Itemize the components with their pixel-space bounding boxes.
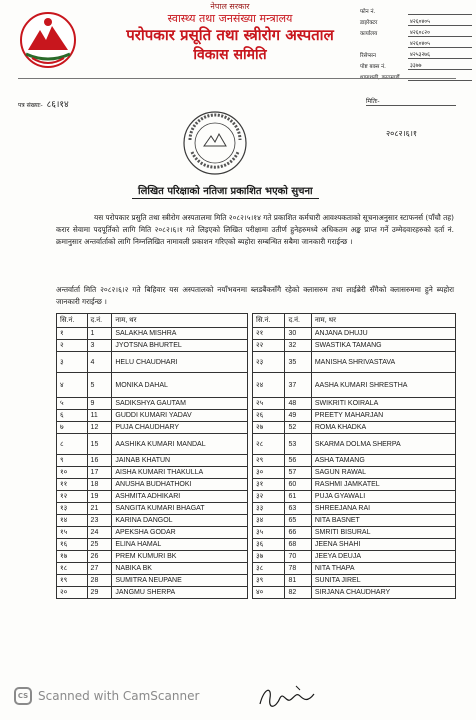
serial-cell: २१	[253, 328, 285, 340]
col-reg: द.नं.	[87, 314, 112, 328]
reg-cell: 37	[285, 373, 311, 398]
contact-row: कार्यालय ४२६०८२०	[360, 26, 472, 37]
table-row	[253, 373, 456, 398]
table-row	[253, 467, 456, 479]
serial-cell: २९	[253, 455, 285, 467]
office-seal-stamp	[182, 110, 248, 176]
table-header-row	[253, 314, 456, 328]
contact-row: ४२६०४०५	[360, 37, 472, 48]
col-serial: सि.नं.	[253, 314, 285, 328]
camscanner-icon: CS	[14, 687, 32, 705]
name-cell: AISHA KUMARI THAKULLA	[112, 467, 248, 479]
table-row	[253, 575, 456, 587]
table-row	[253, 551, 456, 563]
name-cell: SMRITI BISURAL	[311, 527, 455, 539]
col-reg: द.नं.	[285, 314, 311, 328]
serial-cell: ३६	[253, 539, 285, 551]
nepal-emblem-icon	[18, 10, 78, 70]
letter-date: २०८२।६।१	[386, 129, 418, 138]
letterhead	[80, 2, 380, 64]
table-row	[57, 539, 248, 551]
name-cell: ANJANA DHUJU	[311, 328, 455, 340]
name-cell: SUMITRA NEUPANE	[112, 575, 248, 587]
serial-cell: ३	[57, 352, 88, 373]
table-row	[57, 587, 248, 599]
serial-cell: ७	[57, 422, 88, 434]
reg-cell: 56	[285, 455, 311, 467]
reg-cell: 66	[285, 527, 311, 539]
reg-cell: 19	[87, 491, 112, 503]
date-label: मितिः-	[366, 97, 456, 106]
serial-cell: १२	[57, 491, 88, 503]
col-name: नाम, थर	[311, 314, 455, 328]
serial-cell: ९	[57, 455, 88, 467]
serial-cell: ३८	[253, 563, 285, 575]
table-row	[253, 479, 456, 491]
serial-cell: १४	[57, 515, 88, 527]
name-cell: ASHMITA ADHIKARI	[112, 491, 248, 503]
name-cell: JEENA SHAHI	[311, 539, 455, 551]
serial-cell: २	[57, 340, 88, 352]
serial-cell: १९	[57, 575, 88, 587]
name-cell: SWIKRITI KOIRALA	[311, 398, 455, 410]
reg-cell: 16	[87, 455, 112, 467]
reg-cell: 53	[285, 434, 311, 455]
table-row	[253, 527, 456, 539]
reg-cell: 21	[87, 503, 112, 515]
table-row	[253, 352, 456, 373]
name-cell: SWASTIKA TAMANG	[311, 340, 455, 352]
name-cell: SAGUN RAWAL	[311, 467, 455, 479]
serial-cell: ४	[57, 373, 88, 398]
contact-row: पोष्ट बक्स नं. ३३७७	[360, 59, 472, 70]
serial-cell: ६	[57, 410, 88, 422]
table-row	[57, 340, 248, 352]
reg-cell: 61	[285, 491, 311, 503]
name-cell: HELU CHAUDHARI	[112, 352, 248, 373]
table-header-row	[57, 314, 248, 328]
serial-cell: २०	[57, 587, 88, 599]
table-row	[57, 515, 248, 527]
table-row	[253, 455, 456, 467]
table-row	[57, 551, 248, 563]
serial-cell: १	[57, 328, 88, 340]
name-cell: AASHA KUMARI SHRESTHA	[311, 373, 455, 398]
table-row	[253, 434, 456, 455]
candidates-table-left	[56, 313, 248, 599]
serial-cell: २७	[253, 422, 285, 434]
name-cell: ROMA KHADKA	[311, 422, 455, 434]
notice-title: लिखित परिक्षाको नतिजा प्रकाशित भएको सुचना	[132, 183, 319, 199]
name-cell: JANGMU SHERPA	[112, 587, 248, 599]
reg-cell: 30	[285, 328, 311, 340]
table-row	[57, 434, 248, 455]
name-cell: SALAKHA MISHRA	[112, 328, 248, 340]
serial-cell: ३०	[253, 467, 285, 479]
reg-cell: 24	[87, 527, 112, 539]
header-divider	[18, 78, 456, 79]
contact-row: डाइरेक्टर ४२६०४०५	[360, 15, 472, 26]
reg-cell: 81	[285, 575, 311, 587]
name-cell: MONIKA DAHAL	[112, 373, 248, 398]
serial-cell: ८	[57, 434, 88, 455]
table-row	[253, 340, 456, 352]
reg-cell: 82	[285, 587, 311, 599]
reg-cell: 26	[87, 551, 112, 563]
serial-cell: ३५	[253, 527, 285, 539]
name-cell: ANUSHA BUDHATHOKI	[112, 479, 248, 491]
name-cell: MANISHA SHRIVASTAVA	[311, 352, 455, 373]
reg-cell: 65	[285, 515, 311, 527]
name-cell: GUDDI KUMARI YADAV	[112, 410, 248, 422]
serial-cell: ३४	[253, 515, 285, 527]
serial-cell: ३७	[253, 551, 285, 563]
reg-cell: 29	[87, 587, 112, 599]
name-cell: PUJA GYAWALI	[311, 491, 455, 503]
reg-cell: 60	[285, 479, 311, 491]
table-row	[57, 527, 248, 539]
name-cell: NABIKA BK	[112, 563, 248, 575]
committee-name: विकास समिति	[193, 47, 267, 63]
serial-cell: १०	[57, 467, 88, 479]
contact-row: रिसेप्सन ४२५३२७६	[360, 48, 472, 59]
govt-line: नेपाल सरकार	[210, 2, 250, 11]
serial-cell: १७	[57, 551, 88, 563]
serial-cell: ३२	[253, 491, 285, 503]
candidates-table-right	[252, 313, 456, 599]
name-cell: NITA BASNET	[311, 515, 455, 527]
hospital-name: परोपकार प्रसूति तथा स्त्रीरोग अस्पताल	[126, 26, 334, 44]
reg-cell: 35	[285, 352, 311, 373]
name-cell: SIRJANA CHAUDHARY	[311, 587, 455, 599]
reference-number: पत्र संख्याः- ८६।१४	[18, 100, 69, 110]
serial-cell: १६	[57, 539, 88, 551]
reg-cell: 68	[285, 539, 311, 551]
notice-paragraph-1: यस परोपकार प्रसुति तथा स्त्रीरोग अस्पतालमा मिति २०८२।५।१४ गते प्रकाशित कर्मचारी आवश्यकताको सूचनाअनुसार स्टाफनर्स (पाँचौ तह) करार सेवामा पदपूर्तिको लागि मिति २०८२।६।१ गते लिइएको लिखित परीक्षामा उतीर्ण हुनेहरुमध्ये अधिकतम अङ्क प्राप्त गर्ने उम्मेदवारहरुको दर्ता नं. क्रमानुसार अन्तर्वार्ताको लागि निम्नलिखित नामावली प्रकाशन गरिएको ब्यहोरा सम्बन्धित सबैमा जानकारी गराईन्छ ।	[56, 213, 454, 247]
reg-cell: 49	[285, 410, 311, 422]
col-serial: सि.नं.	[57, 314, 88, 328]
table-row	[253, 491, 456, 503]
serial-cell: ३१	[253, 479, 285, 491]
name-cell: JEEYA DEUJA	[311, 551, 455, 563]
col-name: नाम, थर	[112, 314, 248, 328]
name-cell: AASHIKA KUMARI MANDAL	[112, 434, 248, 455]
serial-cell: ११	[57, 479, 88, 491]
table-row	[57, 575, 248, 587]
reg-cell: 70	[285, 551, 311, 563]
notice-paragraph-2: अन्तर्वार्ता मिति २०८२।६।२ गते बिहिवार यस अस्पतालको नयाँभवनमा ब्लडबैंकसँगै रहेको क्लासरुम तथा लाईब्रेरी सँगैको क्लासरुममा हुने ब्यहोरा जानकारी गराईन्छ ।	[56, 285, 454, 307]
name-cell: JYOTSNA BHURTEL	[112, 340, 248, 352]
name-cell: SANGITA KUMARI BHAGAT	[112, 503, 248, 515]
table-row	[253, 328, 456, 340]
serial-cell: ५	[57, 398, 88, 410]
reg-cell: 1	[87, 328, 112, 340]
table-row	[57, 422, 248, 434]
contact-block	[360, 4, 472, 81]
reg-cell: 57	[285, 467, 311, 479]
reg-cell: 15	[87, 434, 112, 455]
name-cell: PUJA CHAUDHARY	[112, 422, 248, 434]
contact-row	[360, 70, 472, 81]
serial-cell: ३३	[253, 503, 285, 515]
table-row	[253, 422, 456, 434]
reg-cell: 12	[87, 422, 112, 434]
reg-cell: 78	[285, 563, 311, 575]
reg-cell: 25	[87, 539, 112, 551]
table-row	[57, 328, 248, 340]
name-cell: APEKSHA GODAR	[112, 527, 248, 539]
serial-cell: २५	[253, 398, 285, 410]
reg-cell: 18	[87, 479, 112, 491]
table-row	[253, 563, 456, 575]
serial-cell: ३९	[253, 575, 285, 587]
reg-cell: 28	[87, 575, 112, 587]
table-row	[253, 515, 456, 527]
reg-cell: 11	[87, 410, 112, 422]
serial-cell: २४	[253, 373, 285, 398]
reg-cell: 23	[87, 515, 112, 527]
reg-cell: 4	[87, 352, 112, 373]
ministry-line: स्वास्थ्य तथा जनसंख्या मन्त्रालय	[167, 12, 293, 25]
table-row	[57, 491, 248, 503]
serial-cell: ४०	[253, 587, 285, 599]
reg-cell: 17	[87, 467, 112, 479]
serial-cell: २२	[253, 340, 285, 352]
name-cell: SUNITA JIREL	[311, 575, 455, 587]
table-row	[253, 503, 456, 515]
serial-cell: २३	[253, 352, 285, 373]
reg-cell: 32	[285, 340, 311, 352]
serial-cell: १५	[57, 527, 88, 539]
reg-cell: 9	[87, 398, 112, 410]
table-row	[253, 410, 456, 422]
signature-mark	[250, 680, 320, 716]
reg-cell: 3	[87, 340, 112, 352]
table-row	[253, 539, 456, 551]
serial-cell: १३	[57, 503, 88, 515]
serial-cell: २६	[253, 410, 285, 422]
name-cell: SHREEJANA RAI	[311, 503, 455, 515]
table-row	[253, 398, 456, 410]
contact-row: फोन नं.	[360, 4, 472, 15]
serial-cell: १८	[57, 563, 88, 575]
table-row	[57, 352, 248, 373]
table-row	[57, 398, 248, 410]
name-cell: RASHMI JAMKATEL	[311, 479, 455, 491]
name-cell: ELINA HAMAL	[112, 539, 248, 551]
name-cell: ASHA TAMANG	[311, 455, 455, 467]
name-cell: PREM KUMURI BK	[112, 551, 248, 563]
reg-cell: 48	[285, 398, 311, 410]
table-row	[253, 587, 456, 599]
camscanner-text: Scanned with CamScanner	[38, 689, 200, 703]
reg-cell: 52	[285, 422, 311, 434]
reg-cell: 5	[87, 373, 112, 398]
name-cell: JAINAB KHATUN	[112, 455, 248, 467]
table-row	[57, 410, 248, 422]
name-cell: SADIKSHYA GAUTAM	[112, 398, 248, 410]
table-row	[57, 479, 248, 491]
table-row	[57, 455, 248, 467]
name-cell: NITA THAPA	[311, 563, 455, 575]
table-row	[57, 467, 248, 479]
serial-cell: २८	[253, 434, 285, 455]
name-cell: KARINA DANGOL	[112, 515, 248, 527]
name-cell: PREETY MAHARJAN	[311, 410, 455, 422]
table-row	[57, 563, 248, 575]
reg-cell: 63	[285, 503, 311, 515]
reg-cell: 27	[87, 563, 112, 575]
table-row	[57, 373, 248, 398]
table-row	[57, 503, 248, 515]
camscanner-watermark	[14, 687, 199, 705]
name-cell: SKARMA DOLMA SHERPA	[311, 434, 455, 455]
